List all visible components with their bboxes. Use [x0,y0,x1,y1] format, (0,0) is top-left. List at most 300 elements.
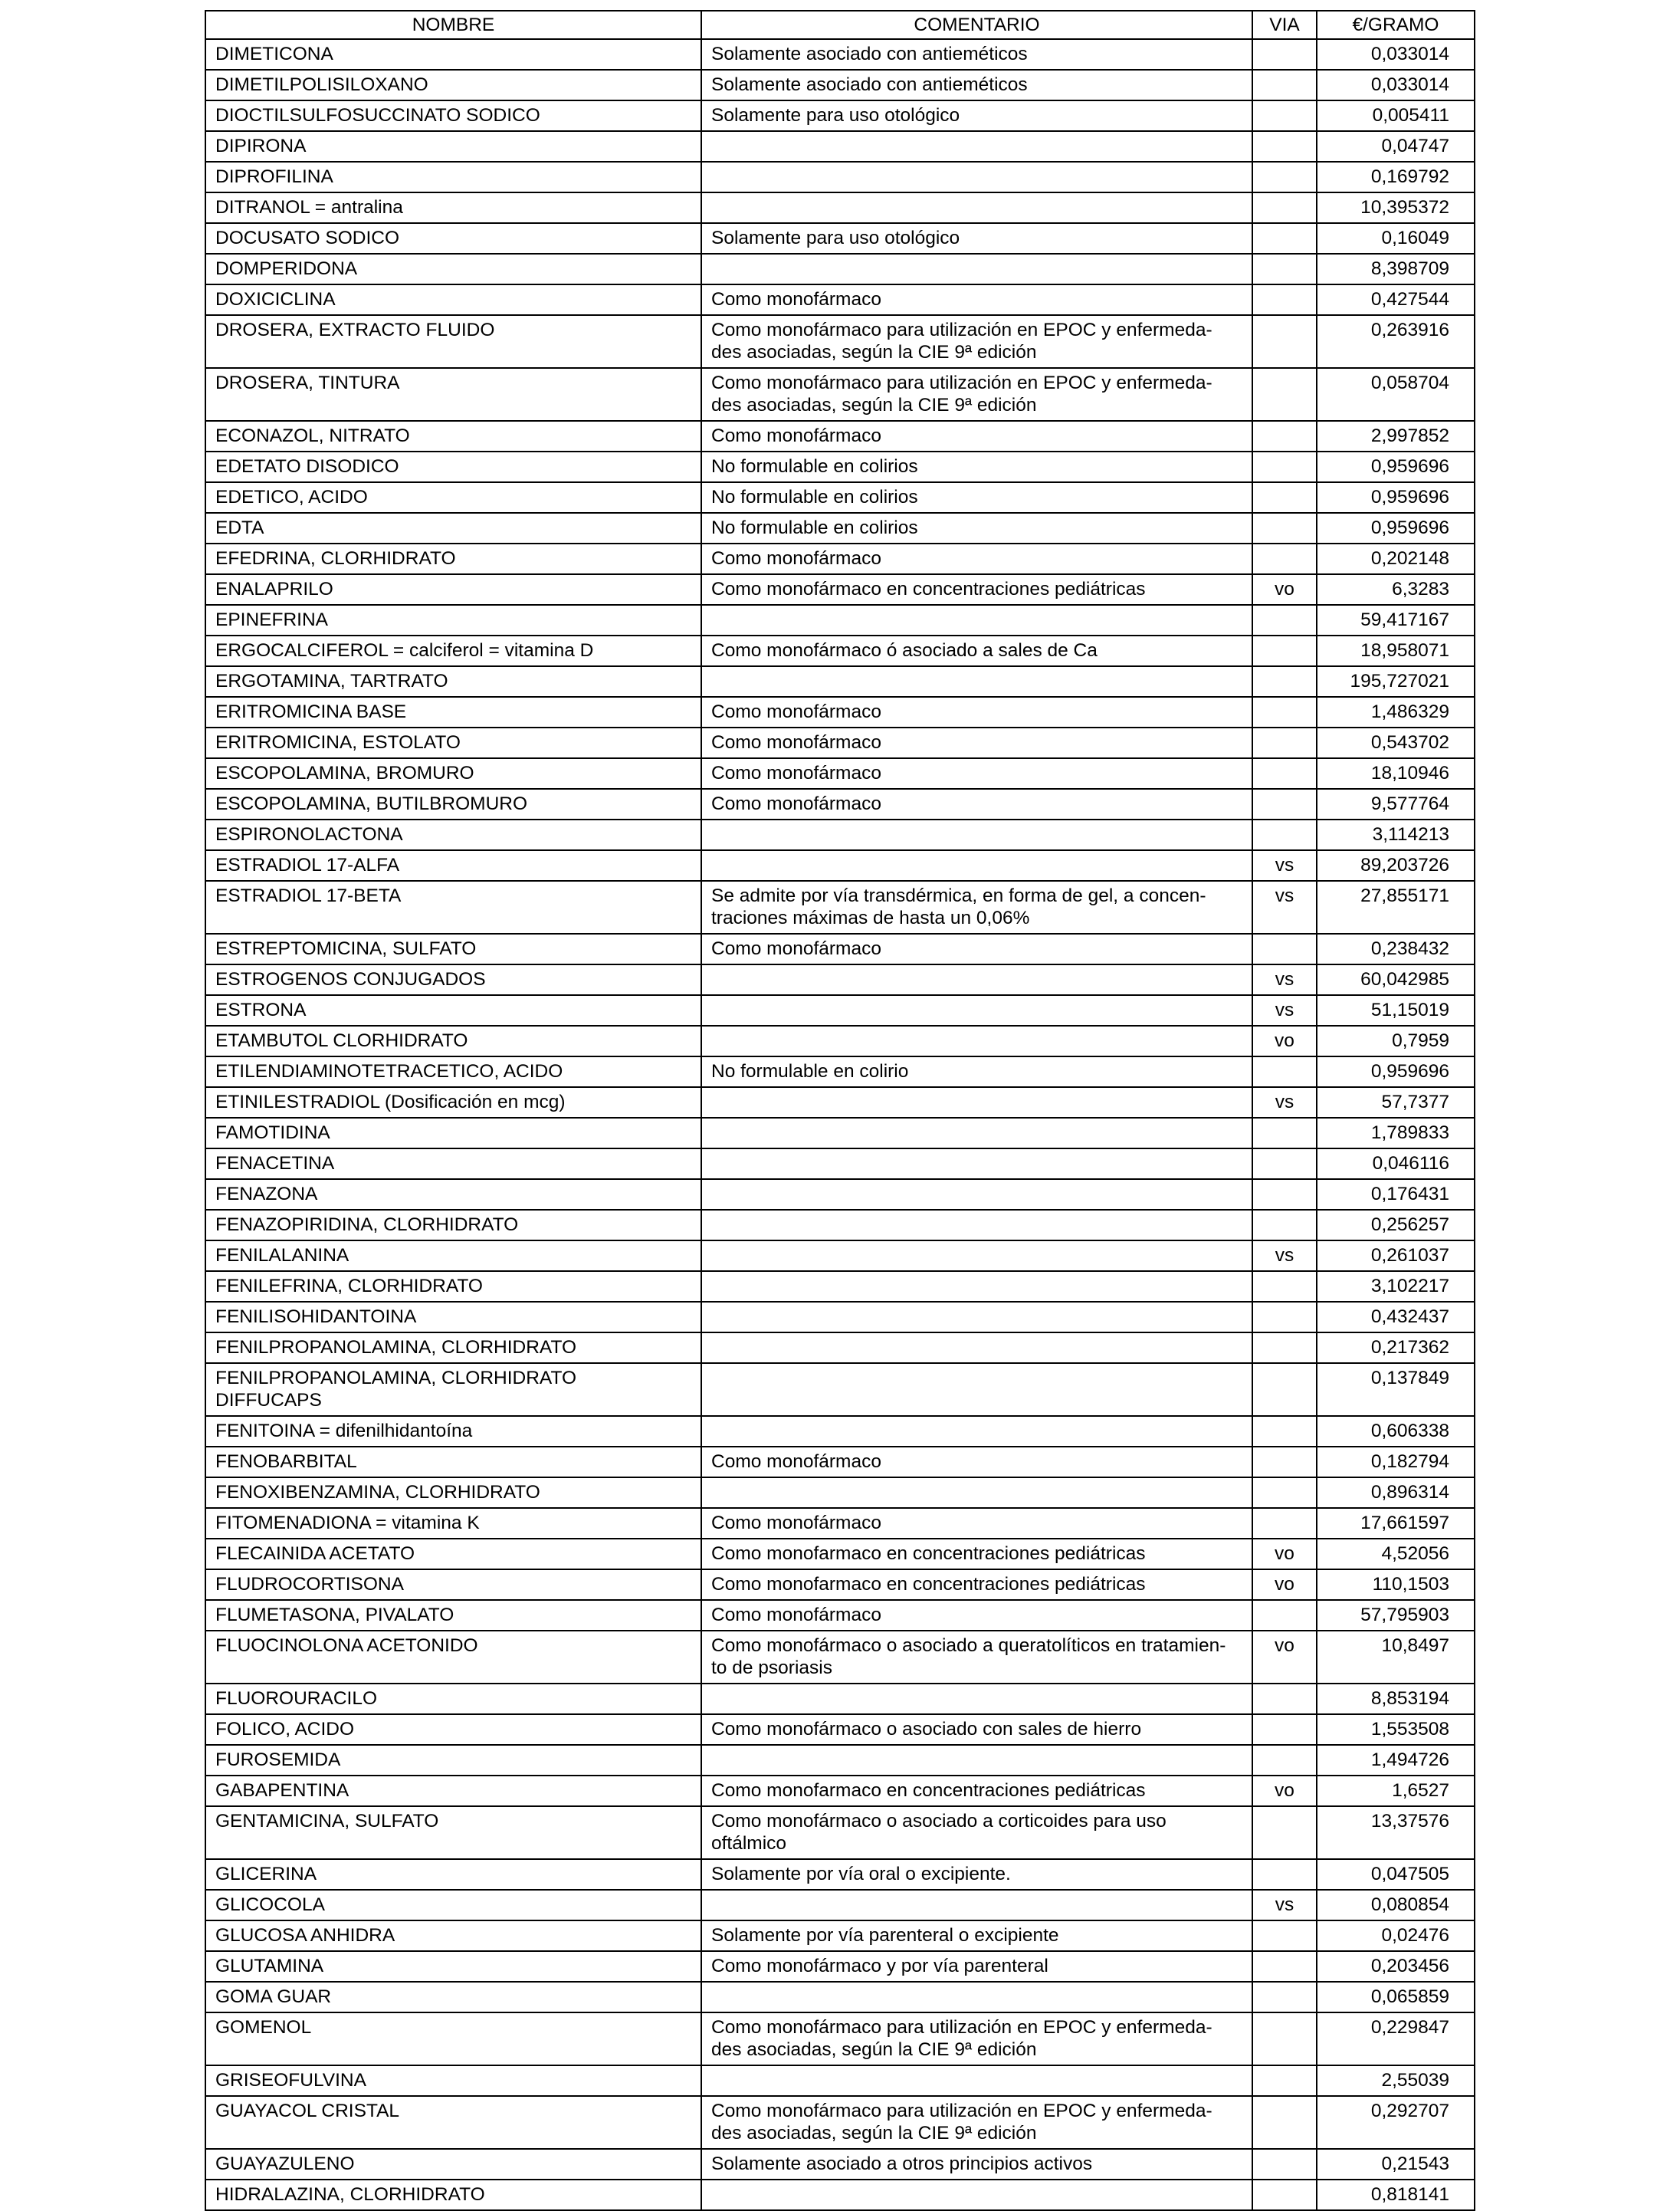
table-row [205,758,1475,789]
cell-nombre: DOCUSATO SODICO [205,223,701,254]
cell-comentario [701,1118,1252,1148]
cell-nombre: ETAMBUTOL CLORHIDRATO [205,1026,701,1056]
cell-precio: 0,04747 [1317,131,1475,162]
cell-via: vo [1252,1539,1317,1569]
table-row [205,1569,1475,1600]
cell-comentario [701,1026,1252,1056]
cell-comentario: Como monofármaco para utilización en EPOC y enfermeda- des asociadas, según la CIE 9ª edición [701,2096,1252,2149]
header-via: VIA [1252,11,1317,39]
cell-nombre: FLECAINIDA ACETATO [205,1539,701,1569]
table-row [205,315,1475,368]
cell-nombre: ENALAPRILO [205,574,701,605]
cell-precio: 0,432437 [1317,1302,1475,1332]
table-row [205,728,1475,758]
cell-nombre: FOLICO, ACIDO [205,1714,701,1745]
cell-nombre: DIPROFILINA [205,162,701,192]
cell-comentario [701,254,1252,284]
cell-via [1252,452,1317,482]
cell-precio: 0,959696 [1317,452,1475,482]
cell-via [1252,284,1317,315]
table-row [205,1539,1475,1569]
cell-comentario: Como monofármaco en concentraciones pediátricas [701,574,1252,605]
cell-nombre: ERITROMICINA, ESTOLATO [205,728,701,758]
cell-precio: 0,7959 [1317,1026,1475,1056]
cell-precio: 0,959696 [1317,482,1475,513]
cell-nombre: FENAZONA [205,1179,701,1210]
cell-precio: 0,033014 [1317,70,1475,100]
cell-nombre: DIMETILPOLISILOXANO [205,70,701,100]
cell-via: vs [1252,964,1317,995]
cell-comentario: Solamente por vía oral o excipiente. [701,1859,1252,1890]
cell-comentario: No formulable en colirio [701,1056,1252,1087]
cell-nombre: ETILENDIAMINOTETRACETICO, ACIDO [205,1056,701,1087]
table-body [205,39,1475,2210]
cell-via [1252,513,1317,544]
table-row [205,1240,1475,1271]
cell-precio: 51,15019 [1317,995,1475,1026]
cell-via [1252,697,1317,728]
cell-comentario: Como monofármaco para utilización en EPOC y enfermeda- des asociadas, según la CIE 9ª edición [701,368,1252,421]
cell-via [1252,131,1317,162]
cell-via [1252,1302,1317,1332]
table-row [205,2012,1475,2065]
cell-nombre: FITOMENADIONA = vitamina K [205,1508,701,1539]
cell-nombre: FENOBARBITAL [205,1447,701,1477]
cell-comentario: Como monofármaco [701,934,1252,964]
cell-nombre: DITRANOL = antralina [205,192,701,223]
cell-precio: 0,203456 [1317,1951,1475,1982]
cell-precio: 0,229847 [1317,2012,1475,2065]
cell-comentario: Solamente asociado con antieméticos [701,39,1252,70]
cell-precio: 9,577764 [1317,789,1475,820]
table-row [205,368,1475,421]
table-row [205,850,1475,881]
table-row [205,934,1475,964]
cell-nombre: FENILALANINA [205,1240,701,1271]
cell-via [1252,820,1317,850]
cell-precio: 0,896314 [1317,1477,1475,1508]
cell-precio: 2,997852 [1317,421,1475,452]
cell-via: vo [1252,1569,1317,1600]
cell-comentario [701,1890,1252,1920]
cell-comentario: Como monofármaco para utilización en EPOC y enfermeda- des asociadas, según la CIE 9ª edición [701,315,1252,368]
cell-comentario: Como monofármaco [701,1447,1252,1477]
table-row [205,70,1475,100]
cell-nombre: GABAPENTINA [205,1776,701,1806]
cell-precio: 0,176431 [1317,1179,1475,1210]
cell-comentario [701,1745,1252,1776]
table-row [205,421,1475,452]
cell-comentario: Como monofármaco [701,789,1252,820]
cell-comentario [701,2180,1252,2210]
table-row [205,1745,1475,1776]
cell-precio: 0,137849 [1317,1363,1475,1416]
cell-comentario [701,1477,1252,1508]
cell-comentario: Como monofármaco [701,728,1252,758]
cell-comentario [701,1982,1252,2012]
cell-via [1252,1271,1317,1302]
cell-comentario [701,2065,1252,2096]
cell-via [1252,758,1317,789]
cell-via [1252,1684,1317,1714]
cell-nombre: ESCOPOLAMINA, BUTILBROMURO [205,789,701,820]
table-row [205,881,1475,934]
cell-nombre: ESPIRONOLACTONA [205,820,701,850]
cell-precio: 0,202148 [1317,544,1475,574]
table-row [205,2065,1475,2096]
table-row [205,1056,1475,1087]
table-row [205,1447,1475,1477]
cell-comentario [701,1179,1252,1210]
cell-nombre: FLUDROCORTISONA [205,1569,701,1600]
cell-via: vs [1252,1087,1317,1118]
cell-precio: 8,398709 [1317,254,1475,284]
cell-via [1252,421,1317,452]
cell-via [1252,1056,1317,1087]
cell-nombre: EDTA [205,513,701,544]
cell-via [1252,1447,1317,1477]
cell-precio: 0,292707 [1317,2096,1475,2149]
cell-comentario: Como monofármaco [701,1508,1252,1539]
cell-via [1252,1363,1317,1416]
cell-nombre: GUAYACOL CRISTAL [205,2096,701,2149]
cell-precio: 10,8497 [1317,1631,1475,1684]
cell-via [1252,2065,1317,2096]
cell-via [1252,1982,1317,2012]
cell-nombre: GOMENOL [205,2012,701,2065]
cell-nombre: ESTRADIOL 17-BETA [205,881,701,934]
cell-nombre: GLUTAMINA [205,1951,701,1982]
cell-comentario [701,964,1252,995]
cell-nombre: GOMA GUAR [205,1982,701,2012]
cell-comentario: No formulable en colirios [701,513,1252,544]
cell-nombre: ESTRADIOL 17-ALFA [205,850,701,881]
cell-comentario: No formulable en colirios [701,452,1252,482]
table-row [205,223,1475,254]
cell-nombre: ESTREPTOMICINA, SULFATO [205,934,701,964]
cell-via: vo [1252,1026,1317,1056]
cell-precio: 0,21543 [1317,2149,1475,2180]
cell-precio: 27,855171 [1317,881,1475,934]
table-row [205,1416,1475,1447]
cell-nombre: GUAYAZULENO [205,2149,701,2180]
table-row [205,1087,1475,1118]
cell-comentario: Como monofarmaco en concentraciones pediátricas [701,1569,1252,1600]
table-row [205,1859,1475,1890]
cell-nombre: FUROSEMIDA [205,1745,701,1776]
cell-precio: 1,789833 [1317,1118,1475,1148]
table-row [205,39,1475,70]
cell-comentario: Como monofármaco [701,284,1252,315]
cell-precio: 0,217362 [1317,1332,1475,1363]
table-row [205,1951,1475,1982]
table-row [205,964,1475,995]
cell-comentario [701,1148,1252,1179]
cell-nombre: FAMOTIDINA [205,1118,701,1148]
cell-via [1252,192,1317,223]
table-row [205,2180,1475,2210]
header-nombre: NOMBRE [205,11,701,39]
cell-precio: 0,16049 [1317,223,1475,254]
table-row [205,131,1475,162]
cell-via [1252,70,1317,100]
cell-comentario: No formulable en colirios [701,482,1252,513]
table-row [205,789,1475,820]
cell-precio: 0,543702 [1317,728,1475,758]
cell-nombre: ETINILESTRADIOL (Dosificación en mcg) [205,1087,701,1118]
cell-comentario [701,995,1252,1026]
cell-precio: 1,494726 [1317,1745,1475,1776]
cell-nombre: FENILISOHIDANTOINA [205,1302,701,1332]
cell-nombre: DIPIRONA [205,131,701,162]
table-row [205,697,1475,728]
cell-via [1252,2180,1317,2210]
cell-precio: 0,818141 [1317,2180,1475,2210]
cell-via [1252,728,1317,758]
cell-comentario [701,1684,1252,1714]
table-row [205,1477,1475,1508]
cell-precio: 59,417167 [1317,605,1475,636]
cell-precio: 0,169792 [1317,162,1475,192]
cell-comentario [701,1416,1252,1447]
cell-comentario [701,605,1252,636]
table-row [205,2149,1475,2180]
cell-comentario: Como monofármaco o asociado con sales de hierro [701,1714,1252,1745]
table-row [205,254,1475,284]
cell-precio: 0,033014 [1317,39,1475,70]
cell-nombre: FLUMETASONA, PIVALATO [205,1600,701,1631]
cell-comentario [701,131,1252,162]
cell-comentario [701,666,1252,697]
cell-comentario: Como monofarmaco en concentraciones pediátricas [701,1539,1252,1569]
table-row [205,1210,1475,1240]
cell-via [1252,1745,1317,1776]
cell-via [1252,482,1317,513]
cell-comentario [701,1271,1252,1302]
cell-comentario [701,820,1252,850]
cell-nombre: FENOXIBENZAMINA, CLORHIDRATO [205,1477,701,1508]
cell-comentario: Como monofármaco [701,421,1252,452]
table-row [205,1271,1475,1302]
cell-comentario: Como monofármaco [701,697,1252,728]
table-row [205,1631,1475,1684]
cell-comentario: Como monofármaco [701,758,1252,789]
table-row [205,1179,1475,1210]
cell-via: vo [1252,1631,1317,1684]
cell-precio: 57,7377 [1317,1087,1475,1118]
cell-nombre: DROSERA, EXTRACTO FLUIDO [205,315,701,368]
cell-via [1252,223,1317,254]
cell-precio: 3,102217 [1317,1271,1475,1302]
table-row [205,605,1475,636]
table-row [205,574,1475,605]
cell-precio: 17,661597 [1317,1508,1475,1539]
cell-precio: 0,238432 [1317,934,1475,964]
cell-via [1252,1416,1317,1447]
table-row [205,482,1475,513]
table-row [205,162,1475,192]
cell-via [1252,254,1317,284]
cell-via [1252,789,1317,820]
cell-precio: 0,182794 [1317,1447,1475,1477]
table-row [205,820,1475,850]
cell-via [1252,1600,1317,1631]
cell-comentario: Como monofármaco ó asociado a sales de Ca [701,636,1252,666]
cell-comentario [701,162,1252,192]
cell-comentario [701,192,1252,223]
cell-via [1252,1210,1317,1240]
cell-precio: 1,6527 [1317,1776,1475,1806]
table-row [205,544,1475,574]
cell-precio: 0,047505 [1317,1859,1475,1890]
cell-via: vo [1252,1776,1317,1806]
table-row [205,1302,1475,1332]
cell-nombre: FENACETINA [205,1148,701,1179]
cell-nombre: EFEDRINA, CLORHIDRATO [205,544,701,574]
table-row [205,1776,1475,1806]
cell-nombre: GRISEOFULVINA [205,2065,701,2096]
cell-precio: 6,3283 [1317,574,1475,605]
cell-precio: 18,958071 [1317,636,1475,666]
cell-precio: 1,486329 [1317,697,1475,728]
table-row [205,995,1475,1026]
cell-precio: 13,37576 [1317,1806,1475,1859]
cell-via [1252,368,1317,421]
cell-via: vo [1252,574,1317,605]
cell-comentario [701,1332,1252,1363]
cell-via [1252,1477,1317,1508]
table-row [205,513,1475,544]
cell-precio: 57,795903 [1317,1600,1475,1631]
cell-comentario: Como monofarmaco en concentraciones pediátricas [701,1776,1252,1806]
table-row [205,1684,1475,1714]
cell-via [1252,636,1317,666]
table-row [205,636,1475,666]
cell-via: vs [1252,1240,1317,1271]
cell-precio: 0,046116 [1317,1148,1475,1179]
cell-precio: 8,853194 [1317,1684,1475,1714]
cell-via [1252,1714,1317,1745]
cell-comentario: Como monofármaco y por vía parenteral [701,1951,1252,1982]
cell-via [1252,162,1317,192]
cell-via: vs [1252,881,1317,934]
table-row [205,100,1475,131]
cell-via [1252,1118,1317,1148]
table-row [205,1508,1475,1539]
cell-via [1252,666,1317,697]
cell-comentario: Como monofármaco [701,1600,1252,1631]
price-table [205,10,1475,2211]
cell-nombre: EPINEFRINA [205,605,701,636]
header-precio: €/GRAMO [1317,11,1475,39]
cell-comentario: Solamente para uso otológico [701,100,1252,131]
cell-precio: 0,005411 [1317,100,1475,131]
table-row [205,284,1475,315]
cell-nombre: FLUOCINOLONA ACETONIDO [205,1631,701,1684]
table-row [205,1332,1475,1363]
table-row [205,1026,1475,1056]
cell-via [1252,2096,1317,2149]
table-row [205,1600,1475,1631]
cell-nombre: ESTRONA [205,995,701,1026]
cell-via [1252,934,1317,964]
cell-precio: 110,1503 [1317,1569,1475,1600]
cell-nombre: ERGOCALCIFEROL = calciferol = vitamina D [205,636,701,666]
cell-comentario: Como monofármaco [701,544,1252,574]
table-row [205,1363,1475,1416]
cell-comentario: Solamente para uso otológico [701,223,1252,254]
cell-nombre: GLICERINA [205,1859,701,1890]
table-row [205,2096,1475,2149]
cell-precio: 0,959696 [1317,513,1475,544]
cell-via [1252,2012,1317,2065]
cell-via [1252,315,1317,368]
cell-comentario [701,1087,1252,1118]
table-row [205,666,1475,697]
cell-nombre: GLICOCOLA [205,1890,701,1920]
table-row [205,1920,1475,1951]
cell-nombre: EDETICO, ACIDO [205,482,701,513]
cell-comentario [701,1210,1252,1240]
table-row [205,1118,1475,1148]
cell-nombre: FENITOINA = difenilhidantoína [205,1416,701,1447]
cell-precio: 89,203726 [1317,850,1475,881]
cell-precio: 3,114213 [1317,820,1475,850]
cell-precio: 0,058704 [1317,368,1475,421]
cell-via: vs [1252,1890,1317,1920]
cell-precio: 0,261037 [1317,1240,1475,1271]
cell-via [1252,39,1317,70]
cell-comentario: Como monofármaco para utilización en EPOC y enfermeda- des asociadas, según la CIE 9ª edición [701,2012,1252,2065]
cell-precio: 195,727021 [1317,666,1475,697]
cell-precio: 2,55039 [1317,2065,1475,2096]
table-row [205,1806,1475,1859]
cell-via: vs [1252,995,1317,1026]
cell-nombre: ERGOTAMINA, TARTRATO [205,666,701,697]
cell-nombre: DOMPERIDONA [205,254,701,284]
cell-nombre: DROSERA, TINTURA [205,368,701,421]
cell-comentario: Como monofármaco o asociado a corticoides para uso oftálmico [701,1806,1252,1859]
cell-precio: 0,427544 [1317,284,1475,315]
header-comentario: COMENTARIO [701,11,1252,39]
cell-nombre: ESCOPOLAMINA, BROMURO [205,758,701,789]
cell-comentario [701,1302,1252,1332]
table-row [205,1714,1475,1745]
cell-comentario [701,850,1252,881]
cell-nombre: FENILPROPANOLAMINA, CLORHIDRATO [205,1332,701,1363]
cell-precio: 10,395372 [1317,192,1475,223]
table-row [205,1890,1475,1920]
cell-via [1252,2149,1317,2180]
cell-nombre: ERITROMICINA BASE [205,697,701,728]
cell-via [1252,1148,1317,1179]
cell-nombre: FLUOROURACILO [205,1684,701,1714]
cell-nombre: ECONAZOL, NITRATO [205,421,701,452]
cell-via [1252,1951,1317,1982]
cell-via [1252,1508,1317,1539]
cell-comentario: Como monofármaco o asociado a queratolíticos en tratamien- to de psoriasis [701,1631,1252,1684]
cell-precio: 0,606338 [1317,1416,1475,1447]
cell-precio: 0,065859 [1317,1982,1475,2012]
cell-nombre: FENAZOPIRIDINA, CLORHIDRATO [205,1210,701,1240]
cell-precio: 0,080854 [1317,1890,1475,1920]
cell-via [1252,1920,1317,1951]
table-row [205,192,1475,223]
table-row [205,1148,1475,1179]
cell-nombre: DIOCTILSULFOSUCCINATO SODICO [205,100,701,131]
cell-precio: 4,52056 [1317,1539,1475,1569]
cell-nombre: EDETATO DISODICO [205,452,701,482]
